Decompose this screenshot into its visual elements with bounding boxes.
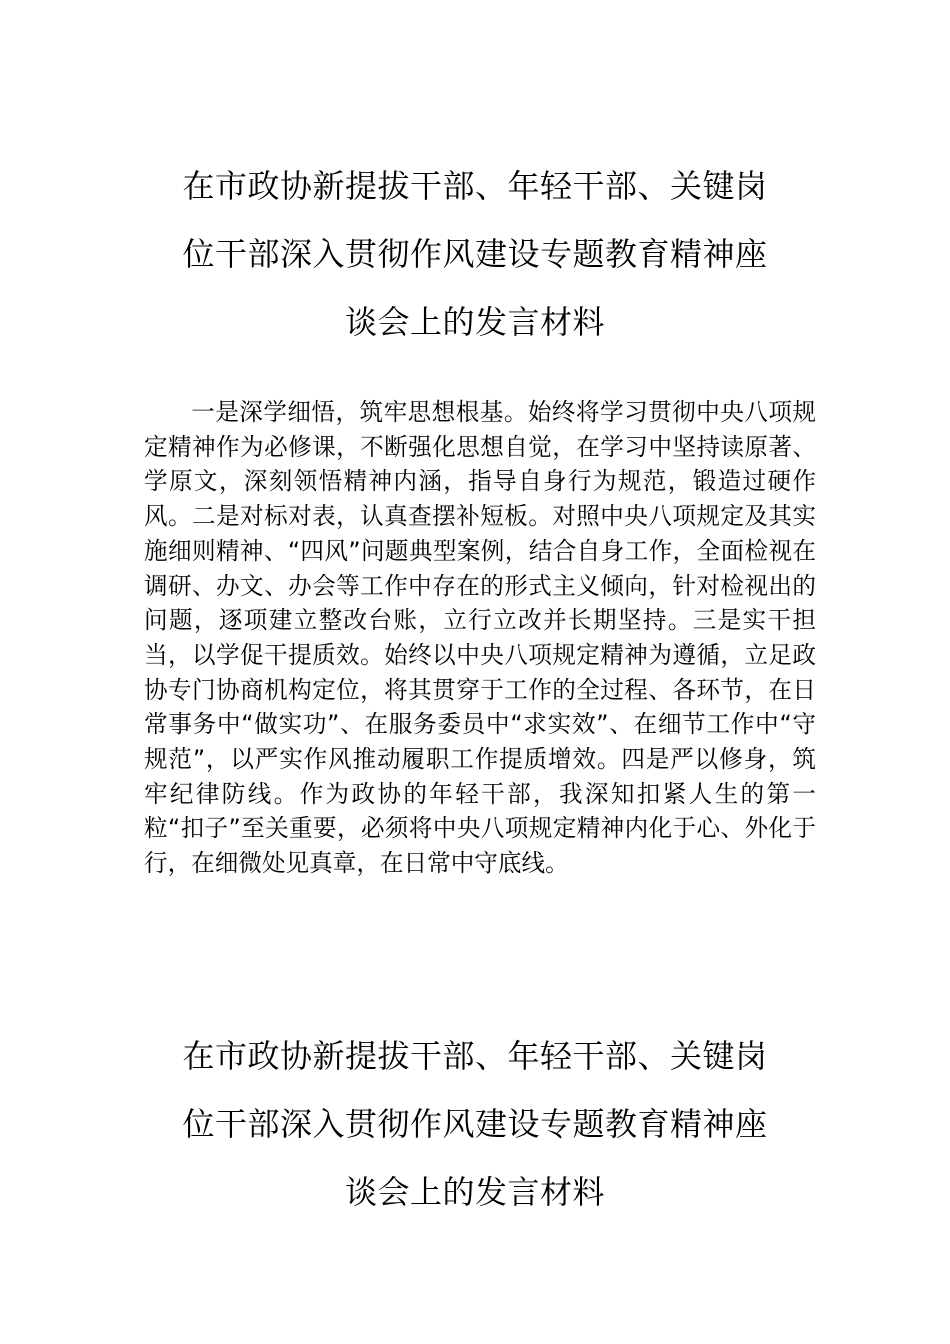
title-line-3: 谈会上的发言材料 — [344, 303, 605, 341]
document-title — [140, 152, 810, 356]
repeat-title-line-1: 在市政协新提拔干部、年轻干部、关键岗 — [182, 1037, 768, 1075]
repeat-document-title — [140, 1022, 810, 1226]
repeat-title-line-2: 位干部深入贯彻作风建设专题教育精神座 — [182, 1105, 768, 1143]
title-line-1: 在市政协新提拔干部、年轻干部、关键岗 — [182, 167, 768, 205]
repeat-title-line-3: 谈会上的发言材料 — [344, 1173, 605, 1211]
body-paragraph: 一是深学细悟，筑牢思想根基。始终将学习贯彻中央八项规定精神作为必修课，不断强化思想自觉，在学习中坚持读原著、学原文，深刻领悟精神内涵，指导自身行为规范，锻造过硬作风。二是对标对表，认真查摆补短板。对照中央八项规定及其实施细则精神、“四风”问题典型案例，结合自身工作，全面检视在调研、办文、办会等工作中存在的形式主义倾向，针对检视出的问题，逐项建立整改台账，立行立改并长期坚持。三是实干担当，以学促干提质效。始终以中央八项规定精神为遵循，立足政协专门协商机构定位，将其贯穿于工作的全过程、各环节，在日常事务中“做实功”、在服务委员中“求实效”、在细节工作中“守规范”，以严实作风推动履职工作提质增效。四是严以修身，筑牢纪律防线。作为政协的年轻干部，我深知扣紧人生的第一粒“扣子”至关重要，必须将中央八项规定精神内化于心、外化于行，在细微处见真章，在日常中守底线。 — [144, 398, 816, 878]
title-line-2: 位干部深入贯彻作风建设专题教育精神座 — [182, 235, 768, 273]
